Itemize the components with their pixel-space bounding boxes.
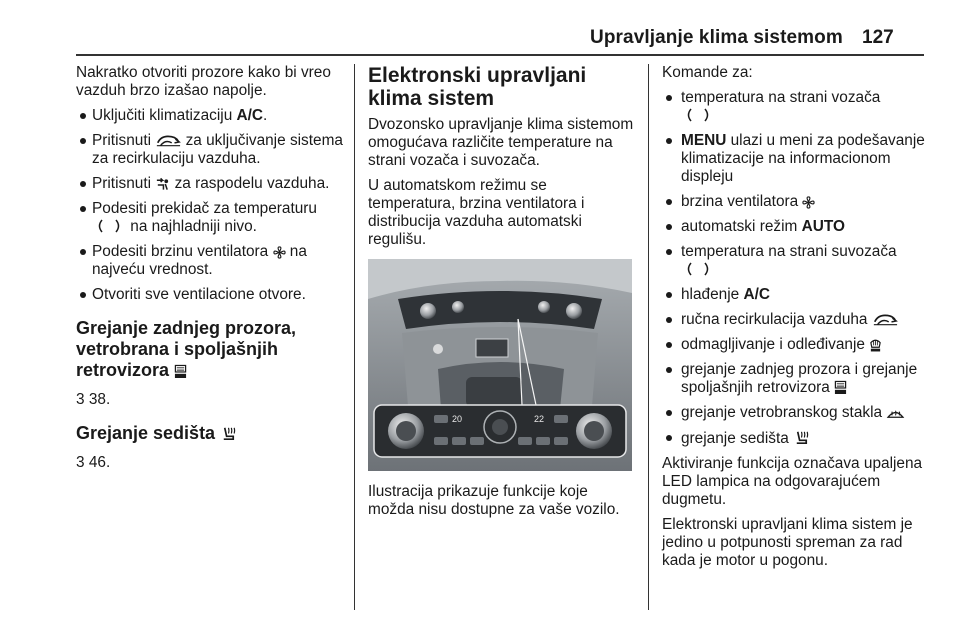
seat-heating-icon bbox=[220, 425, 237, 442]
controls-list bbox=[662, 89, 928, 448]
intro-text: Nakratko otvoriti prozore kako bi vreo vazduh brzo izašao napolje. bbox=[76, 64, 331, 99]
paragraph: U automatskom režimu se temperatura, brzina ventilatora i distribucija vazduha automatski regulišu. bbox=[368, 177, 585, 248]
paragraph: Dvozonsko upravljanje klima sistemom omogućava različite temperature na strani vozača i suvozača. bbox=[368, 116, 634, 169]
rear-window-heating-icon bbox=[174, 364, 187, 379]
panel-left-temp: 20 bbox=[452, 414, 463, 424]
list-item: Pritisnuti za raspodelu vazduha. bbox=[76, 175, 344, 193]
figure-caption: Ilustracija prikazuje funkcije koje možda nisu dostupne za vaše vozilo. bbox=[368, 483, 620, 518]
recirculation-icon bbox=[155, 134, 181, 148]
list-item: grejanje sedišta bbox=[662, 429, 928, 448]
column-divider-right bbox=[648, 64, 649, 610]
column-left bbox=[76, 64, 344, 478]
column-middle bbox=[368, 64, 634, 526]
list-item: Otvoriti sve ventilacione otvore. bbox=[76, 286, 344, 304]
list-item: temperatura na strani vozača bbox=[662, 89, 928, 125]
climate-panel-illustration bbox=[368, 259, 632, 471]
list-item: brzina ventilatora bbox=[662, 193, 928, 211]
list-item: grejanje vetrobranskog stakla bbox=[662, 404, 928, 422]
list-item: Podesiti brzinu ventilatora na najveću vrednost. bbox=[76, 243, 344, 279]
list-item: temperatura na strani suvozača bbox=[662, 243, 928, 279]
column-divider-left bbox=[354, 64, 355, 610]
temperature-icon bbox=[92, 218, 126, 234]
temperature-icon bbox=[681, 107, 715, 123]
list-item: MENU ulazi u meni za podešavanje klimatizacije na informacionom displeju bbox=[662, 132, 928, 186]
recirculation-icon bbox=[872, 313, 898, 327]
fan-icon bbox=[273, 246, 286, 259]
fan-icon bbox=[802, 196, 815, 209]
page-title: Upravljanje klima sistemom bbox=[590, 27, 843, 48]
list-item: odmagljivanje i odleđivanje bbox=[662, 336, 928, 354]
section-heading-seat-heating: Grejanje sedišta bbox=[76, 423, 344, 444]
defrost-icon bbox=[869, 337, 882, 352]
list-item: ručna recirkulacija vazduha bbox=[662, 311, 928, 329]
seat-heating-icon bbox=[793, 429, 810, 446]
page-header bbox=[0, 0, 960, 56]
list-item: automatski režim AUTO bbox=[662, 218, 928, 236]
column-right bbox=[662, 64, 928, 577]
page-reference[interactable]: 3 46. bbox=[76, 454, 111, 471]
section-title: Elektronski upravljani klima sistem bbox=[368, 64, 587, 110]
list-item: Pritisnuti za uključivanje sistema za recirkulaciju vazduha. bbox=[76, 132, 344, 168]
paragraph: Aktiviranje funkcija označava upaljena LED lampica na odgovarajućem dugmetu. bbox=[662, 455, 923, 508]
rear-window-heating-icon bbox=[834, 380, 847, 395]
air-distribution-icon bbox=[155, 177, 170, 191]
list-item: Podesiti prekidač za temperaturu na najhladniji nivo. bbox=[76, 200, 344, 236]
temperature-icon bbox=[681, 261, 715, 277]
windshield-heating-icon bbox=[886, 407, 905, 420]
panel-right-temp: 22 bbox=[534, 414, 545, 424]
steps-list bbox=[76, 107, 344, 304]
controls-intro: Komande za: bbox=[662, 64, 753, 81]
list-item: grejanje zadnjeg prozora i grejanje spoljašnjih retrovizora bbox=[662, 361, 928, 397]
header-rule bbox=[76, 54, 924, 56]
page-number: 127 bbox=[862, 27, 894, 48]
list-item: Uključiti klimatizaciju A/C. bbox=[76, 107, 344, 125]
page-reference[interactable]: 3 38. bbox=[76, 391, 111, 408]
section-heading-heating: Grejanje zadnjeg prozora, vetrobrana i spoljašnjih retrovizora bbox=[76, 318, 297, 380]
paragraph: Elektronski upravljani klima sistem je jedino u potpunosti spreman za rad kada je motor u pogonu. bbox=[662, 516, 913, 569]
list-item: hlađenje A/C bbox=[662, 286, 928, 304]
